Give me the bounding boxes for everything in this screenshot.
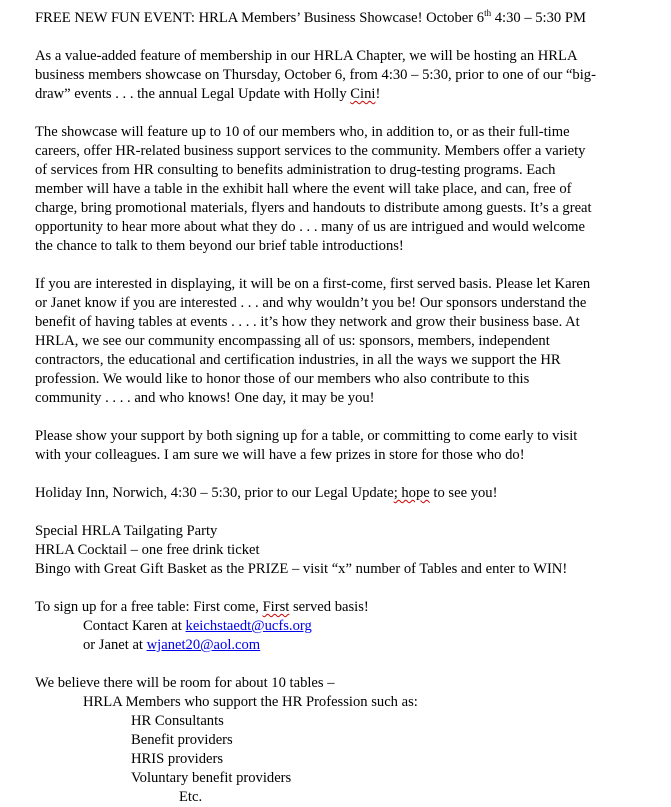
intro-line: As a value-added feature of membership in our HRLA Chapter, we will be hosting an HRLA: [35, 48, 578, 64]
location-line: Holiday Inn, Norwich, 4:30 – 5:30, prior to our Legal Update; hope to see you!: [35, 485, 498, 501]
support-line: with your colleagues. I am sure we will have a few prizes in store for those who do!: [35, 447, 525, 463]
interest-line: or Janet know if you are interested . . . and why wouldn’t you be! Our sponsors understand the: [35, 295, 587, 311]
showcase-line: the chance to talk to them beyond our brief table introductions!: [35, 238, 404, 254]
tailgating-section: [35, 522, 661, 579]
interest-line: benefit of having tables at events . . . . it’s how they network and grow their business base. At: [35, 314, 580, 330]
signup-section: [35, 598, 661, 655]
list-item: HR Consultants: [131, 713, 224, 729]
interest-paragraph: [35, 275, 661, 408]
showcase-line: opportunity to hear more about what they do . . . many of us are intrigued and would welcome: [35, 219, 585, 235]
interest-line: community . . . . and who knows! One day, it may be you!: [35, 390, 375, 406]
contact-janet: or Janet at wjanet20@aol.com: [83, 637, 261, 653]
event-title: FREE NEW FUN EVENT: HRLA Members’ Business Showcase! October 6th 4:30 – 5:30 PM: [35, 8, 586, 26]
list-item: Voluntary benefit providers: [131, 770, 292, 786]
list-item-etc: Etc.: [179, 789, 203, 805]
showcase-line: careers, offer HR-related business support services to the community. Members offer a variety: [35, 143, 586, 159]
cocktail-line: HRLA Cocktail – one free drink ticket: [35, 542, 260, 558]
bingo-line: Bingo with Great Gift Basket as the PRIZE – visit “x” number of Tables and enter to WIN!: [35, 561, 568, 577]
interest-line: If you are interested in displaying, it will be on a first-come, first served basis. Please let Karen: [35, 276, 591, 292]
interest-line: HRLA, we see our community encompassing all of us: sponsors, members, independent: [35, 333, 550, 349]
tables-section: [35, 674, 661, 807]
intro-line: draw” events . . . the annual Legal Update with Holly Cini!: [35, 86, 381, 102]
showcase-line: The showcase will feature up to 10 of our members who, in addition to, or as their full-time: [35, 124, 570, 140]
tables-intro: We believe there will be room for about 10 tables –: [35, 675, 335, 691]
showcase-line: member will have a table in the exhibit hall where the event will take place, and can, free of: [35, 181, 572, 197]
showcase-line: of services from HR consulting to benefits administration to drug-testing programs. Each: [35, 162, 556, 178]
contact-karen: Contact Karen at keichstaedt@ucfs.org: [83, 618, 312, 634]
signup-line: To sign up for a free table: First come, First served basis!: [35, 599, 369, 615]
karen-email-link[interactable]: keichstaedt@ucfs.org: [185, 618, 312, 634]
support-line: Please show your support by both signing up for a table, or committing to come early to visit: [35, 428, 578, 444]
list-item: HRIS providers: [131, 751, 224, 767]
showcase-paragraph: [35, 123, 661, 256]
intro-paragraph: [35, 47, 661, 104]
interest-line: contractors, the educational and certification industries, in all the ways we support the HR: [35, 352, 561, 368]
members-line: HRLA Members who support the HR Profession such as:: [83, 694, 418, 710]
interest-line: profession. We would like to honor those of our members who also contribute to this: [35, 371, 530, 387]
showcase-line: charge, bring promotional materials, flyers and handouts to distribute among guests. It’s a great: [35, 200, 592, 216]
list-item: Benefit providers: [131, 732, 233, 748]
intro-line: business members showcase on Thursday, October 6, from 4:30 – 5:30, prior to one of our “big-: [35, 67, 596, 83]
janet-email-link[interactable]: wjanet20@aol.com: [146, 637, 261, 653]
tailgating-heading: Special HRLA Tailgating Party: [35, 523, 218, 539]
support-paragraph: [35, 427, 661, 465]
